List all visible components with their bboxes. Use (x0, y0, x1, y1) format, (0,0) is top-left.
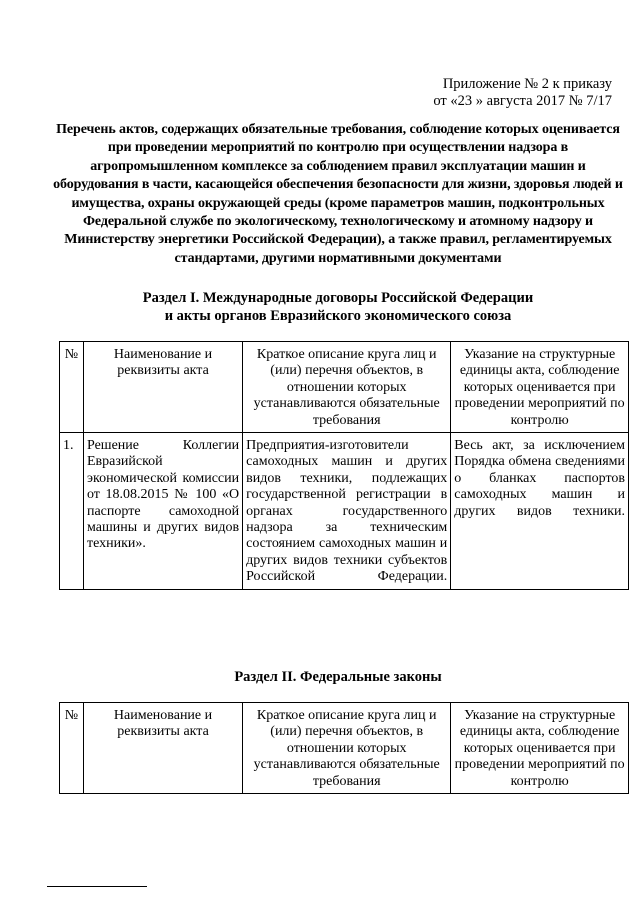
column-header-subjects: Краткое описание круга лиц и (или) перечня объектов, в отношении которых устанавливаются обязательные требования (243, 703, 451, 794)
column-header-number: № (60, 703, 84, 794)
column-header-act: Наименование и реквизиты акта (83, 342, 242, 433)
section-1-table (59, 341, 629, 590)
column-header-act: Наименование и реквизиты акта (83, 703, 242, 794)
document-title: Перечень актов, содержащих обязательные требования, соблюдение которых оценивается при проведении мероприятий по контролю при осуществлении надзора в агропромышленном комплексе за соблюдением правил эксплуатации машин и оборудования в части, касающейся обеспечения безопасности для жизни, здоровья людей и имущества, охраны окружающей среды (кроме параметров машин, подконтрольных Федеральной службе по экологическому, технологическому и атомному надзору и Министерству энергетики Российской Федерации), а также правил, регламентируемых стандартами, другими нормативными документами (53, 122, 623, 266)
section-1-heading (50, 289, 626, 325)
appendix-line-2: от «23 » августа 2017 № 7/17 (433, 93, 612, 109)
column-header-subjects: Краткое описание круга лиц и (или) перечня объектов, в отношении которых устанавливаются обязательные требования (243, 342, 451, 433)
row-number: 1. (60, 433, 84, 590)
section-2-table (59, 702, 629, 794)
row-subjects: Предприятия-изготовители самоходных машин и других видов техники, подлежащих государственной регистрации в органах государственного надзора за техническим состоянием самоходных машин и других видов техники субъектов Российской Федерации. (243, 433, 451, 590)
section-1-heading-line-1: Раздел I. Международные договоры Российской Федерации (142, 290, 534, 306)
column-header-number: № (60, 342, 84, 433)
column-header-units: Указание на структурные единицы акта, соблюдение которых оценивается при проведении мероприятий по контролю (451, 703, 629, 794)
column-header-units: Указание на структурные единицы акта, соблюдение которых оценивается при проведении мероприятий по контролю (451, 342, 629, 433)
appendix-reference (433, 76, 612, 110)
section-1-heading-line-2: и акты органов Евразийского экономического союза (164, 308, 512, 324)
table-header-row (60, 703, 629, 794)
table-header-row (60, 342, 629, 433)
row-units: Весь акт, за исключением Порядка обмена сведениями о бланках паспортов самоходных машин и других видов техники. (451, 433, 629, 590)
table-row (60, 433, 629, 590)
section-2-heading: Раздел II. Федеральные законы (234, 669, 442, 685)
footnote-separator (47, 886, 147, 887)
row-act: Решение Коллегии Евразийской экономической комиссии от 18.08.2015 № 100 «О паспорте самоходной машины и других видов техники». (83, 433, 242, 590)
appendix-line-1: Приложение № 2 к приказу (442, 76, 612, 92)
